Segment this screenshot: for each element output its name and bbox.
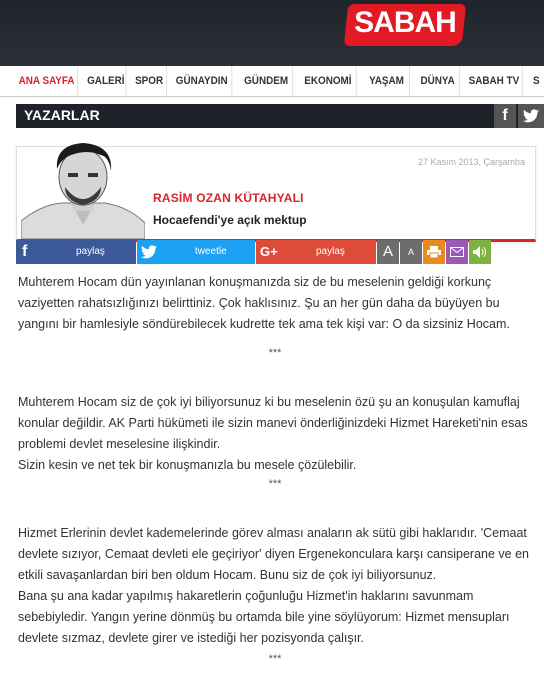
nav-spor[interactable]: SPOR (132, 66, 167, 96)
article-body (18, 272, 532, 670)
article-separator: *** (268, 478, 282, 490)
nav-sabah-tv[interactable]: SABAH TV (466, 66, 523, 96)
nav-gunaydin[interactable]: GÜNAYDIN (172, 66, 232, 96)
section-title: YAZARLAR (24, 107, 100, 123)
font-decrease-button[interactable]: A (400, 240, 422, 264)
email-button[interactable] (446, 240, 468, 264)
author-name[interactable]: RASİM OZAN KÜTAHYALI (153, 191, 304, 205)
listen-button[interactable] (469, 240, 491, 264)
article-paragraph: Hizmet Erlerinin devlet kademelerinde görev alması anaların ak sütü gibi haklarıdır. 'Cemaat devlete sızıyor, Cemaat devleti ele geçiriyor' diyen Ergenekonculara karşı cansiperane ve en etkili savaşanlardan biri ben oldum Hocam. Bunu siz de çok iyi biliyorsunuz. (18, 526, 529, 582)
article-paragraph: Sizin kesin ve net tek bir konuşmanızla bu mesele çözülebilir. (18, 458, 357, 472)
facebook-icon[interactable]: f (494, 104, 516, 128)
facebook-share-label: paylaş (76, 246, 105, 257)
font-increase-button[interactable]: A (377, 240, 399, 264)
nav-ana-sayfa[interactable]: ANA SAYFA (16, 66, 78, 96)
article-paragraph: Muhterem Hocam dün yayınlanan konuşmanızda siz de bu meselenin geldiği korkunç vaziyetten rahatsızlığınızı belirttiniz. Çok haklısınız. Şu an her gün daha da büyüyen bu yangını bir hamlesiyle söndürebilecek kudrette tek ama tek kişi var: O da sizsiniz Hocam. (18, 275, 510, 331)
author-photo (21, 139, 145, 239)
article-separator: *** (268, 347, 282, 359)
nav-ekonomi[interactable]: EKONOMİ (300, 66, 357, 96)
section-header (16, 104, 544, 128)
nav-dunya[interactable]: DÜNYA (416, 66, 460, 96)
share-bar (16, 240, 534, 264)
twitter-icon (141, 240, 157, 269)
article-separator: *** (268, 653, 282, 665)
author-box (16, 146, 536, 242)
main-nav (0, 66, 544, 97)
article-paragraph: Muhterem Hocam siz de çok iyi biliyorsunuz ki bu meselenin özü şu an konuşulan kamuflaj konular değildir. AK Parti hükümeti ile sizin manevi önderliğinizdeki Hizmet Hareketi'nin esas problemi devlet meselesine ilişkindir. (18, 395, 528, 451)
gplus-share-button[interactable] (256, 240, 376, 264)
facebook-share-button[interactable] (16, 240, 136, 264)
mail-icon (450, 247, 464, 257)
print-icon (427, 246, 441, 258)
nav-gundem[interactable]: GÜNDEM (240, 66, 293, 96)
twitter-share-label: tweetle (195, 246, 227, 257)
gplus-share-label: paylaş (316, 246, 345, 257)
site-header (0, 0, 544, 66)
article-date: 27 Kasım 2013, Çarşamba (417, 157, 525, 167)
speaker-icon (473, 246, 487, 258)
nav-yasam[interactable]: YAŞAM (364, 66, 410, 96)
twitter-share-button[interactable] (137, 240, 255, 264)
article-title: Hocaefendi'ye açık mektup (153, 213, 307, 227)
print-button[interactable] (423, 240, 445, 264)
article-paragraph: Bana şu ana kadar yapılmış hakaretlerin çoğunluğu Hizmet'in haklarını savunmam sebebiyledir. Yangın yerine dönmüş bu ortamda bile yine söylüyorum: Hizmet mensupları devlete sızmaz, devlete girer ve istediği her pozisyonda çalışır. (18, 589, 510, 645)
nav-more[interactable]: S (532, 75, 540, 87)
sabah-logo-text[interactable]: SABAH (354, 6, 456, 39)
gplus-icon: G+ (260, 244, 278, 259)
nav-galeri[interactable]: GALERİ (86, 66, 127, 96)
facebook-icon: f (22, 243, 28, 260)
twitter-icon[interactable] (518, 104, 544, 128)
